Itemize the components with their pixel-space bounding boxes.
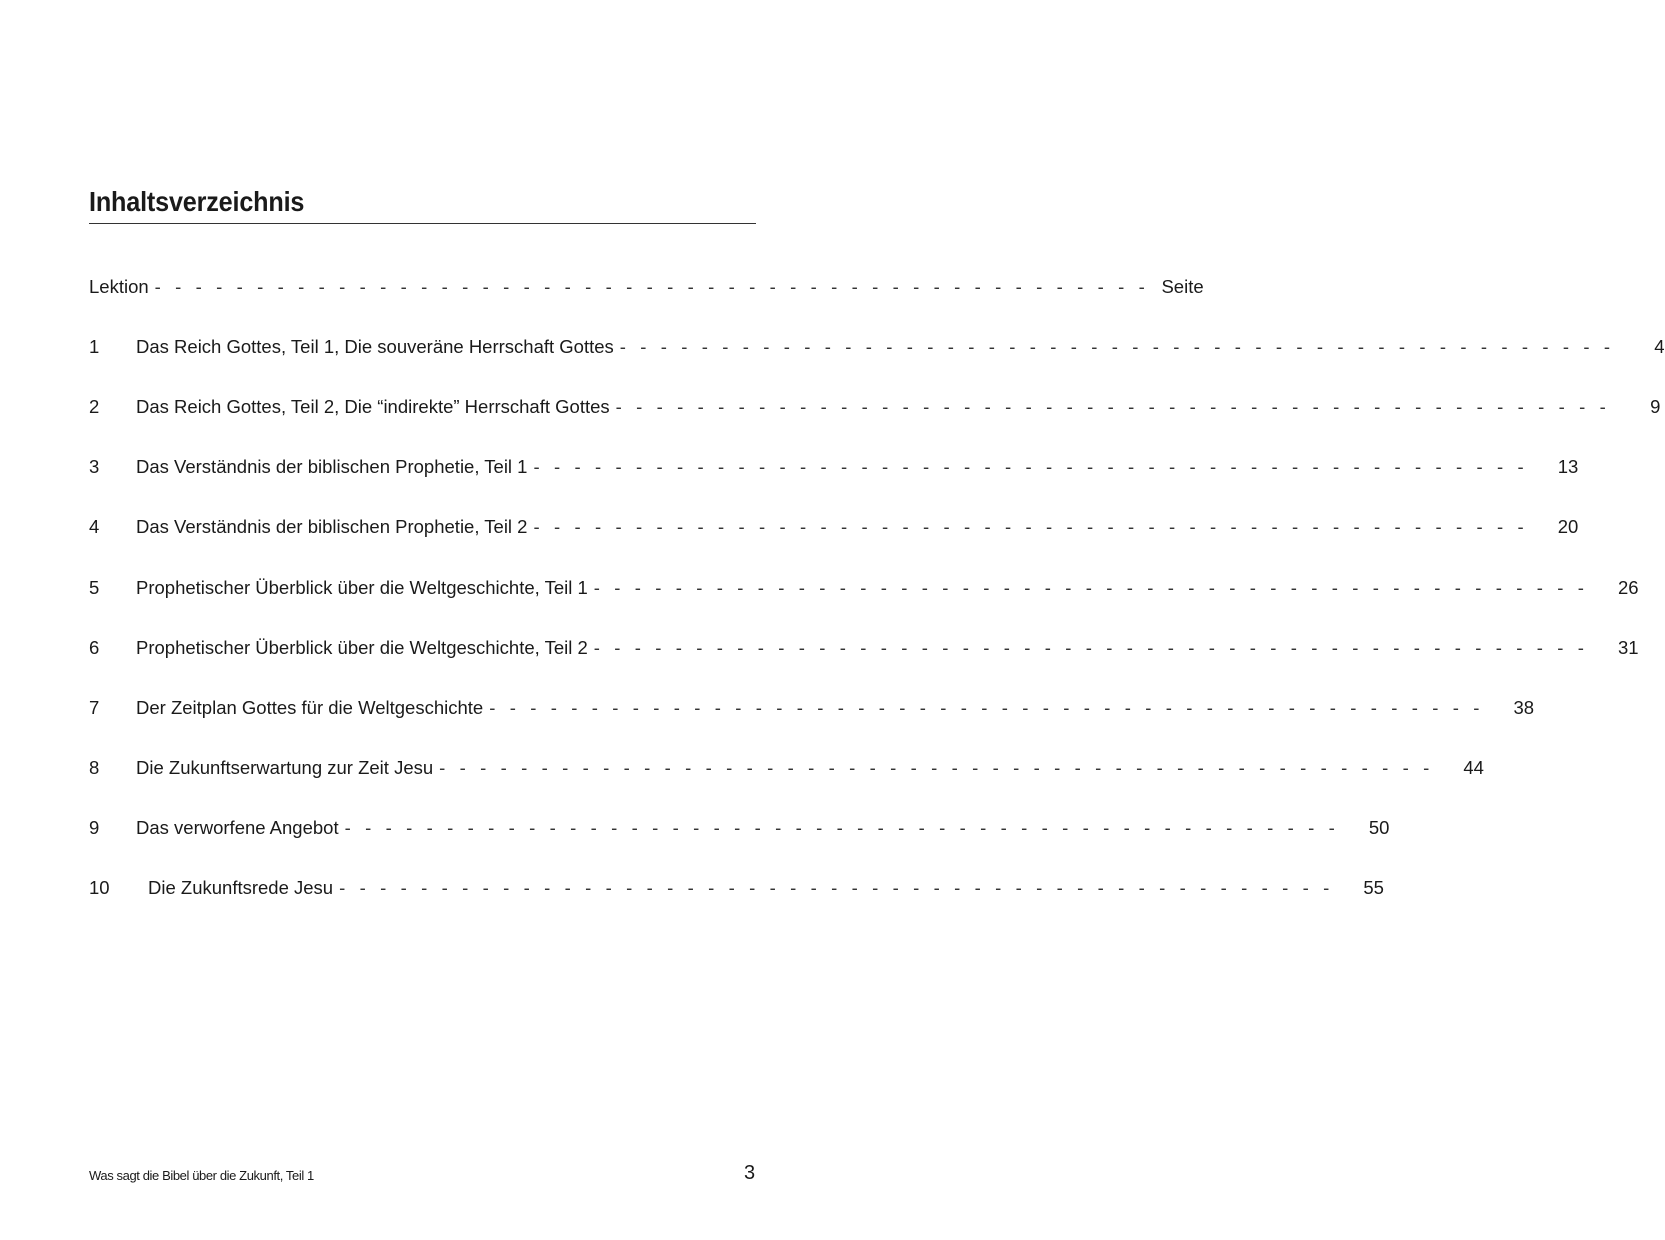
entry-number: 2 — [89, 396, 100, 417]
entry-page: 38 — [1513, 697, 1535, 718]
entry-title: Das Reich Gottes, Teil 2, Die “indirekte” Herrschaft Gottes — [136, 396, 610, 417]
dot-leader: - - - - - - - - - - - - - - - - - - - - - - - - - - - - - - - - - - - - - - - - - - - - - - - - - — [593, 577, 1589, 598]
toc-entry[interactable] — [89, 817, 1390, 841]
entry-page: 4 — [1654, 336, 1665, 357]
page-column-label: Seite — [1161, 276, 1204, 297]
entry-number: 7 — [89, 697, 100, 718]
lesson-column-label: Lektion — [89, 276, 149, 297]
entry-page: 50 — [1368, 817, 1390, 838]
entry-page: 13 — [1557, 456, 1579, 477]
dot-leader: - - - - - - - - - - - - - - - - - - - - - - - - - - - - - - - - - - - - - - - - - - - - - - - - - — [439, 757, 1434, 778]
toc-entry[interactable] — [89, 877, 1384, 901]
entry-title: Prophetischer Überblick über die Weltgeschichte, Teil 2 — [136, 637, 588, 658]
entry-page: 26 — [1618, 577, 1639, 598]
entry-title: Der Zeitplan Gottes für die Weltgeschichte — [136, 697, 484, 718]
dot-leader: - - - - - - - - - - - - - - - - - - - - - - - - - - - - - - - - - - - - - - - - - - - - - - - - - — [615, 396, 1611, 417]
entry-title: Das Verständnis der biblischen Prophetie, Teil 2 — [136, 516, 528, 537]
entry-title: Das Reich Gottes, Teil 1, Die souveräne Herrschaft Gottes — [136, 336, 614, 357]
entry-page: 44 — [1463, 757, 1484, 778]
dot-leader: - - - - - - - - - - - - - - - - - - - - - - - - - - - - - - - - - - - - - - - - - - - - - - - - - — [593, 637, 1589, 658]
entry-number: 8 — [89, 757, 100, 778]
toc-header-row — [89, 276, 1204, 300]
entry-number: 6 — [89, 637, 100, 658]
entry-title: Die Zukunftsrede Jesu — [148, 877, 334, 898]
title-underline — [89, 223, 756, 224]
entry-title: Die Zukunftserwartung zur Zeit Jesu — [136, 757, 434, 778]
dot-leader: - - - - - - - - - - - - - - - - - - - - - - - - - - - - - - - - - - - - - - - - - - - - - - - - - — [339, 877, 1334, 898]
entry-page: 55 — [1363, 877, 1384, 898]
dot-leader: - - - - - - - - - - - - - - - - - - - - - - - - - - - - - - - - - - - - - - - - - - - - - - - - - — [533, 456, 1529, 477]
entry-page: 9 — [1650, 396, 1661, 417]
dot-leader: - - - - - - - - - - - - - - - - - - - - - - - - - - - - - - - - - - - - - - - - - - - - - - - - - — [533, 516, 1529, 537]
dot-leader: - - - - - - - - - - - - - - - - - - - - - - - - - - - - - - - - - - - - - - - - - - - - - - - - - — [619, 336, 1615, 357]
toc-entry[interactable] — [89, 456, 1579, 480]
toc-entry[interactable] — [89, 336, 1665, 360]
footer-page-number: 3 — [744, 1162, 756, 1184]
entry-title: Prophetischer Überblick über die Weltgeschichte, Teil 1 — [136, 577, 588, 598]
toc-entry[interactable] — [89, 577, 1639, 601]
toc-entry[interactable] — [89, 637, 1639, 661]
dot-leader: - - - - - - - - - - - - - - - - - - - - - - - - - - - - - - - - - - - - - - - - - - - - - - - - - — [154, 276, 1150, 297]
entry-number: 5 — [89, 577, 100, 598]
entry-number: 1 — [89, 336, 100, 357]
toc-entry[interactable] — [89, 757, 1484, 781]
toc-entry[interactable] — [89, 396, 1661, 420]
entry-page: 31 — [1618, 637, 1639, 658]
dot-leader: - - - - - - - - - - - - - - - - - - - - - - - - - - - - - - - - - - - - - - - - - - - - - - - - - — [344, 817, 1340, 838]
entry-title: Das Verständnis der biblischen Prophetie, Teil 1 — [136, 456, 528, 477]
toc-entry[interactable] — [89, 516, 1579, 540]
entry-number: 9 — [89, 817, 100, 838]
dot-leader: - - - - - - - - - - - - - - - - - - - - - - - - - - - - - - - - - - - - - - - - - - - - - - - - - — [489, 697, 1485, 718]
toc-title: Inhaltsverzeichnis — [89, 186, 305, 217]
toc-entry[interactable] — [89, 697, 1535, 721]
entry-number: 3 — [89, 456, 100, 477]
entry-page: 20 — [1557, 516, 1579, 537]
entry-title: Das verworfene Angebot — [136, 817, 339, 838]
footer-book-title: Was sagt die Bibel über die Zukunft, Teil 1 — [89, 1168, 314, 1183]
entry-number: 4 — [89, 516, 100, 537]
entry-number: 10 — [89, 877, 110, 898]
